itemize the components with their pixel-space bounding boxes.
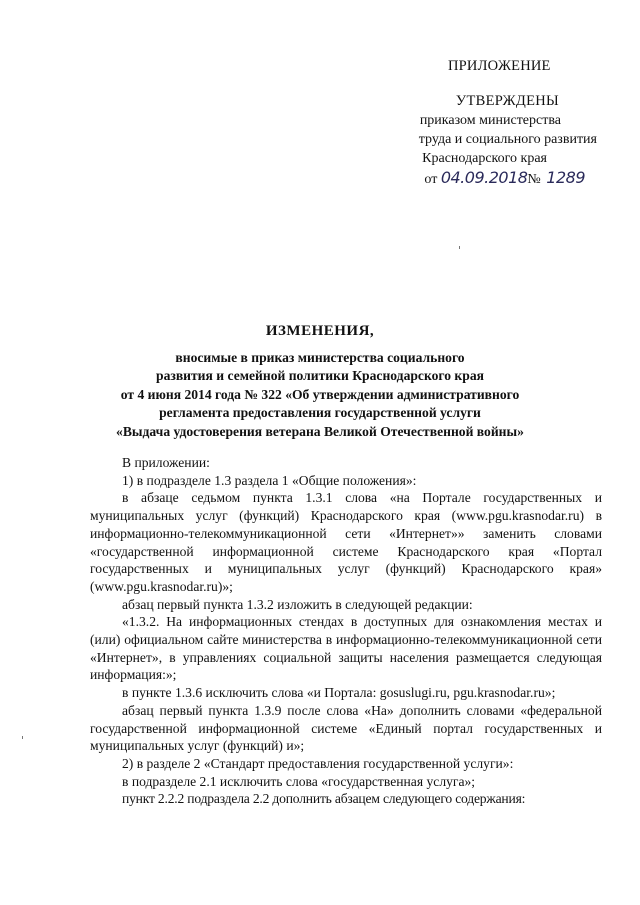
paragraph: пункт 2.2.2 подраздела 2.2 дополнить абзацем следующего содержания: bbox=[122, 791, 526, 807]
handwritten-date: 04.09.2018 bbox=[440, 168, 528, 187]
number-sign: № bbox=[527, 172, 541, 187]
paragraph: в подразделе 2.1 исключить слова «государственная услуга»; bbox=[122, 773, 476, 789]
paragraph: в пункте 1.3.6 исключить слова «и Портала: gosuslugi.ru, pgu.krasnodar.ru»; bbox=[122, 685, 556, 701]
title-line: вносимые в приказ министерства социального bbox=[175, 349, 465, 365]
scan-speck bbox=[459, 246, 460, 249]
paragraph: В приложении: bbox=[122, 455, 210, 470]
paragraph: «1.3.2. На информационных стендах в доступных для ознакомления местах и (или) официальном сайте министерства в информационно-телекоммуникационной сети «Интернет», в управлениях социальной защиты населения размещается следующая информация:»; bbox=[90, 614, 602, 683]
date-prefix: от bbox=[424, 172, 438, 187]
title-line: развития и семейной политики Краснодарского края bbox=[156, 368, 484, 383]
paragraph: 2) в разделе 2 «Стандарт предоставления государственной услуги»: bbox=[122, 755, 514, 771]
handwritten-number: 1289 bbox=[546, 168, 585, 187]
title-heading: ИЗМЕНЕНИЯ, bbox=[265, 323, 375, 339]
title-line: регламента предоставления государственной услуги bbox=[159, 405, 481, 420]
scan-speck bbox=[22, 736, 23, 739]
approval-line-3: Краснодарского края bbox=[422, 151, 547, 166]
annex-label: ПРИЛОЖЕНИЕ bbox=[448, 58, 551, 74]
title-line: от 4 июня 2014 года № 322 «Об утверждении административного bbox=[120, 386, 520, 402]
paragraph: в абзаце седьмом пункта 1.3.1 слова «на Портале государственных и муниципальных услуг (функций) Краснодарского края (www.pgu.krasnodar.ru) в информационно-телекоммуникационной сети «Интернет»» заменить словами «государственной информационной системе Краснодарского края «Портал государственных и муниципальных услуг (функций) Краснодарского края» (www.pgu.krasnodar.ru)»; bbox=[90, 490, 602, 594]
approval-line-1: приказом министерства bbox=[419, 113, 561, 128]
document-title bbox=[40, 322, 600, 441]
approval-line-2: труда и социального развития bbox=[418, 132, 597, 147]
document-body bbox=[90, 454, 602, 808]
approval-date-line bbox=[337, 168, 597, 189]
approval-stamp bbox=[337, 92, 597, 189]
paragraph: абзац первый пункта 1.3.9 после слова «На» дополнить словами «федеральной государственной информационной системе «Единый портал государственных и муниципальных услуг (функций) и»; bbox=[90, 702, 602, 754]
paragraph: абзац первый пункта 1.3.2 изложить в следующей редакции: bbox=[122, 596, 473, 612]
paragraph: 1) в подразделе 1.3 раздела 1 «Общие положения»: bbox=[122, 472, 417, 488]
title-line: «Выдача удостоверения ветерана Великой Отечественной войны» bbox=[116, 423, 524, 439]
approved-heading: УТВЕРЖДЕНЫ bbox=[455, 93, 559, 109]
